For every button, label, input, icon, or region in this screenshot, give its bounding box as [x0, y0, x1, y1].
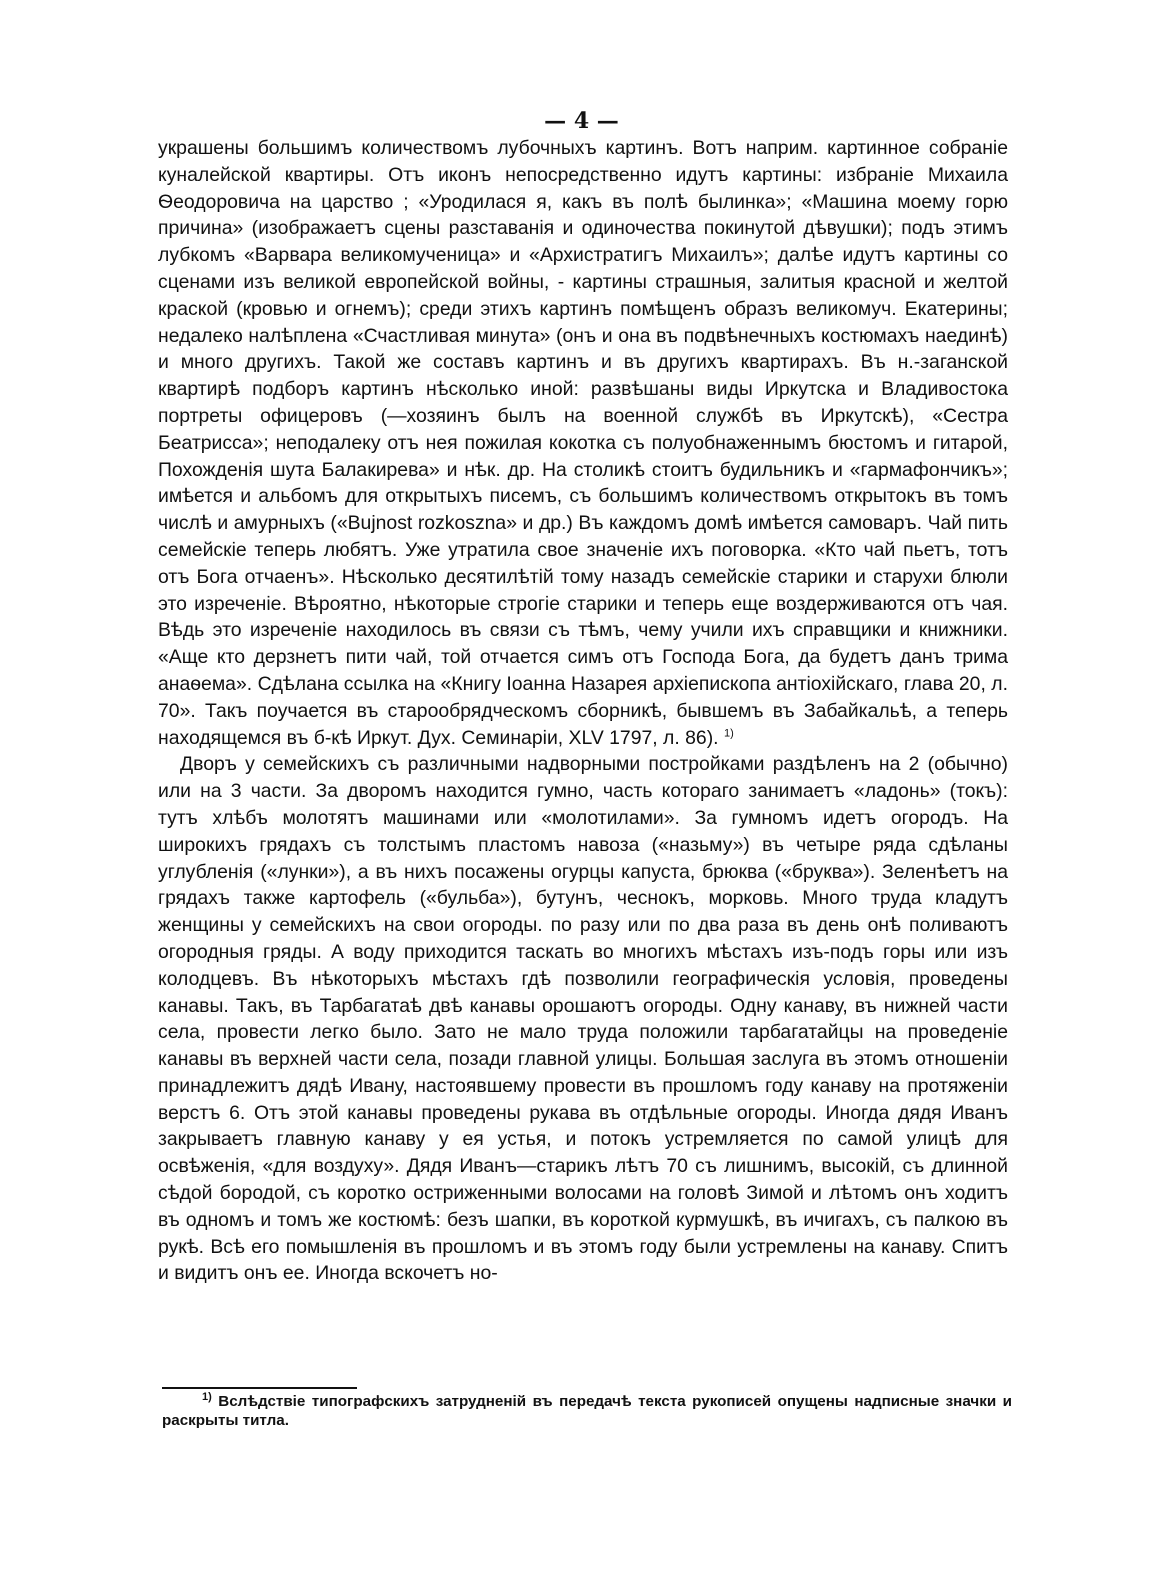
footnote: [162, 1392, 1012, 1430]
footnote-reference: 1): [723, 727, 734, 740]
footnote-divider: [162, 1387, 357, 1389]
paragraph-1-text: украшены большимъ количествомъ лубочныхъ картинъ. Вотъ наприм. картинное собраніе куналейской квартиры. Отъ иконъ непосредственно идутъ картины: избраніе Михаила Ѳеодоровича на царство ; «Уродилася я, какъ въ полѣ былинка»; «Машина моему горю причина» (изображаетъ сцены разставанія и одиночества покинутой дѣвушки); подъ этимъ лубкомъ «Варвара великомученица» и «Архистратигъ Михаилъ»; далѣе идутъ картины со сценами изъ великой европейской войны, - картины страшныя, залитыя красной и желтой краской (кровью и огнемъ); среди этихъ картинъ помѣщенъ образъ великомуч. Екатерины; недалеко налѣплена «Счастливая минута» (онъ и она въ подвѣнечныхъ костюмахъ наединѣ) и много другихъ. Такой же составъ картинъ и въ другихъ квартирахъ. Въ н.-заганской квартирѣ подборъ картинъ нѣсколько иной: развѣшаны виды Иркутска и Владивостока портреты офицеровъ (—хозяинъ былъ на военной службѣ въ Иркутскѣ), «Сестра Беатрисса»; неподалеку отъ нея пожилая кокотка съ полуобнаженнымъ бюстомъ и гитарой, Похожденія шута Балакирева» и нѣк. др. На столикѣ стоитъ будильникъ и «гармафончикъ»; имѣется и альбомъ для открытыхъ писемъ, съ большимъ количествомъ открытокъ въ томъ числѣ и амурныхъ («Bujnost rozkoszna» и др.) Въ каждомъ домѣ имѣется самоваръ. Чай пить семейскіе теперь любятъ. Уже утратила свое значеніе ихъ поговорка. «Кто чай пьетъ, тотъ отъ Бога отчаенъ». Нѣсколько десятилѣтій тому назадъ семейскіе старики и старухи блюли это изреченіе. Вѣроятно, нѣкоторые строгіе старики и теперь еще воздерживаются отъ чая. Вѣдь это изреченіе находилось въ связи съ тѣмъ, чему учили ихъ справщики и книжники. «Аще кто дерзнетъ пити чай, той отчается симъ отъ Господа Бога, да будетъ данъ трима анаѳема». Сдѣлана ссылка на «Книгу Іоанна Назарея архіепископа антіохійскаго, глава 20, л. 70». Такъ поучается въ старообрядческомъ сборникѣ, бывшемъ въ Забайкальѣ, а теперь находящемся въ б-кѣ Иркут. Дух. Семинаріи, XLV 1797, л. 86).: [158, 137, 1008, 749]
footnote-marker: 1): [202, 1390, 212, 1403]
paragraph-1: [158, 135, 1008, 751]
paragraph-2: Дворъ у семейскихъ съ различными надворными постройками раздѣленъ на 2 (обычно) или на 3 части. За дворомъ находится гумно, часть котораго занимаетъ «ладонь» (токъ): тутъ хлѣбъ молотятъ машинами или «молотилами». За гумномъ идетъ огородъ. На широкихъ грядахъ съ толстымъ пластомъ навоза («назьму») въ четыре ряда сдѣланы углубленія («лунки»), а въ нихъ посажены огурцы капуста, брюква («бруква»). Зеленѣетъ на грядахъ также картофель («бульба»), бутунъ, чеснокъ, морковь. Много труда кладутъ женщины у семейскихъ на свои огороды. по разу или по два раза въ день онѣ поливаютъ огородныя гряды. А воду приходится таскать во многихъ мѣстахъ изъ-подъ горы или изъ колодцевъ. Въ нѣкоторыхъ мѣстахъ гдѣ позволили географическія условія, проведены канавы. Такъ, въ Тарбагатаѣ двѣ канавы орошаютъ огороды. Одну канаву, въ нижней части села, провести легко было. Зато не мало труда положили тарбагатайцы на проведеніе канавы въ верхней части села, позади главной улицы. Большая заслуга въ этомъ отношеніи принадлежитъ дядѣ Ивану, настоявшему провести въ прошломъ году канаву на протяженіи верстъ 6. Отъ этой канавы проведены рукава въ отдѣльные огороды. Иногда дядя Иванъ закрываетъ главную канаву у ея устья, и потокъ устремляется по самой улицѣ для освѣженія, «для воздуху». Дядя Иванъ—старикъ лѣтъ 70 съ лишнимъ, высокій, съ длинной сѣдой бородой, съ коротко остриженными волосами на головѣ Зимой и лѣтомъ онъ ходитъ въ одномъ и томъ же костюмѣ: безъ шапки, въ короткой курмушкѣ, въ ичигахъ, съ палкою въ рукѣ. Всѣ его помышленія въ прошломъ и въ этомъ году были устремлены на канаву. Спитъ и видитъ онъ ее. Иногда вскочетъ но-: [158, 753, 1008, 1285]
footnote-text: Вслѣдствіе типографскихъ затрудненій въ передачѣ текста рукописей опущены надписные значки и раскрыты титла.: [162, 1393, 1012, 1429]
page-number: — 4 —: [544, 108, 619, 134]
body-text: [158, 135, 1008, 1287]
